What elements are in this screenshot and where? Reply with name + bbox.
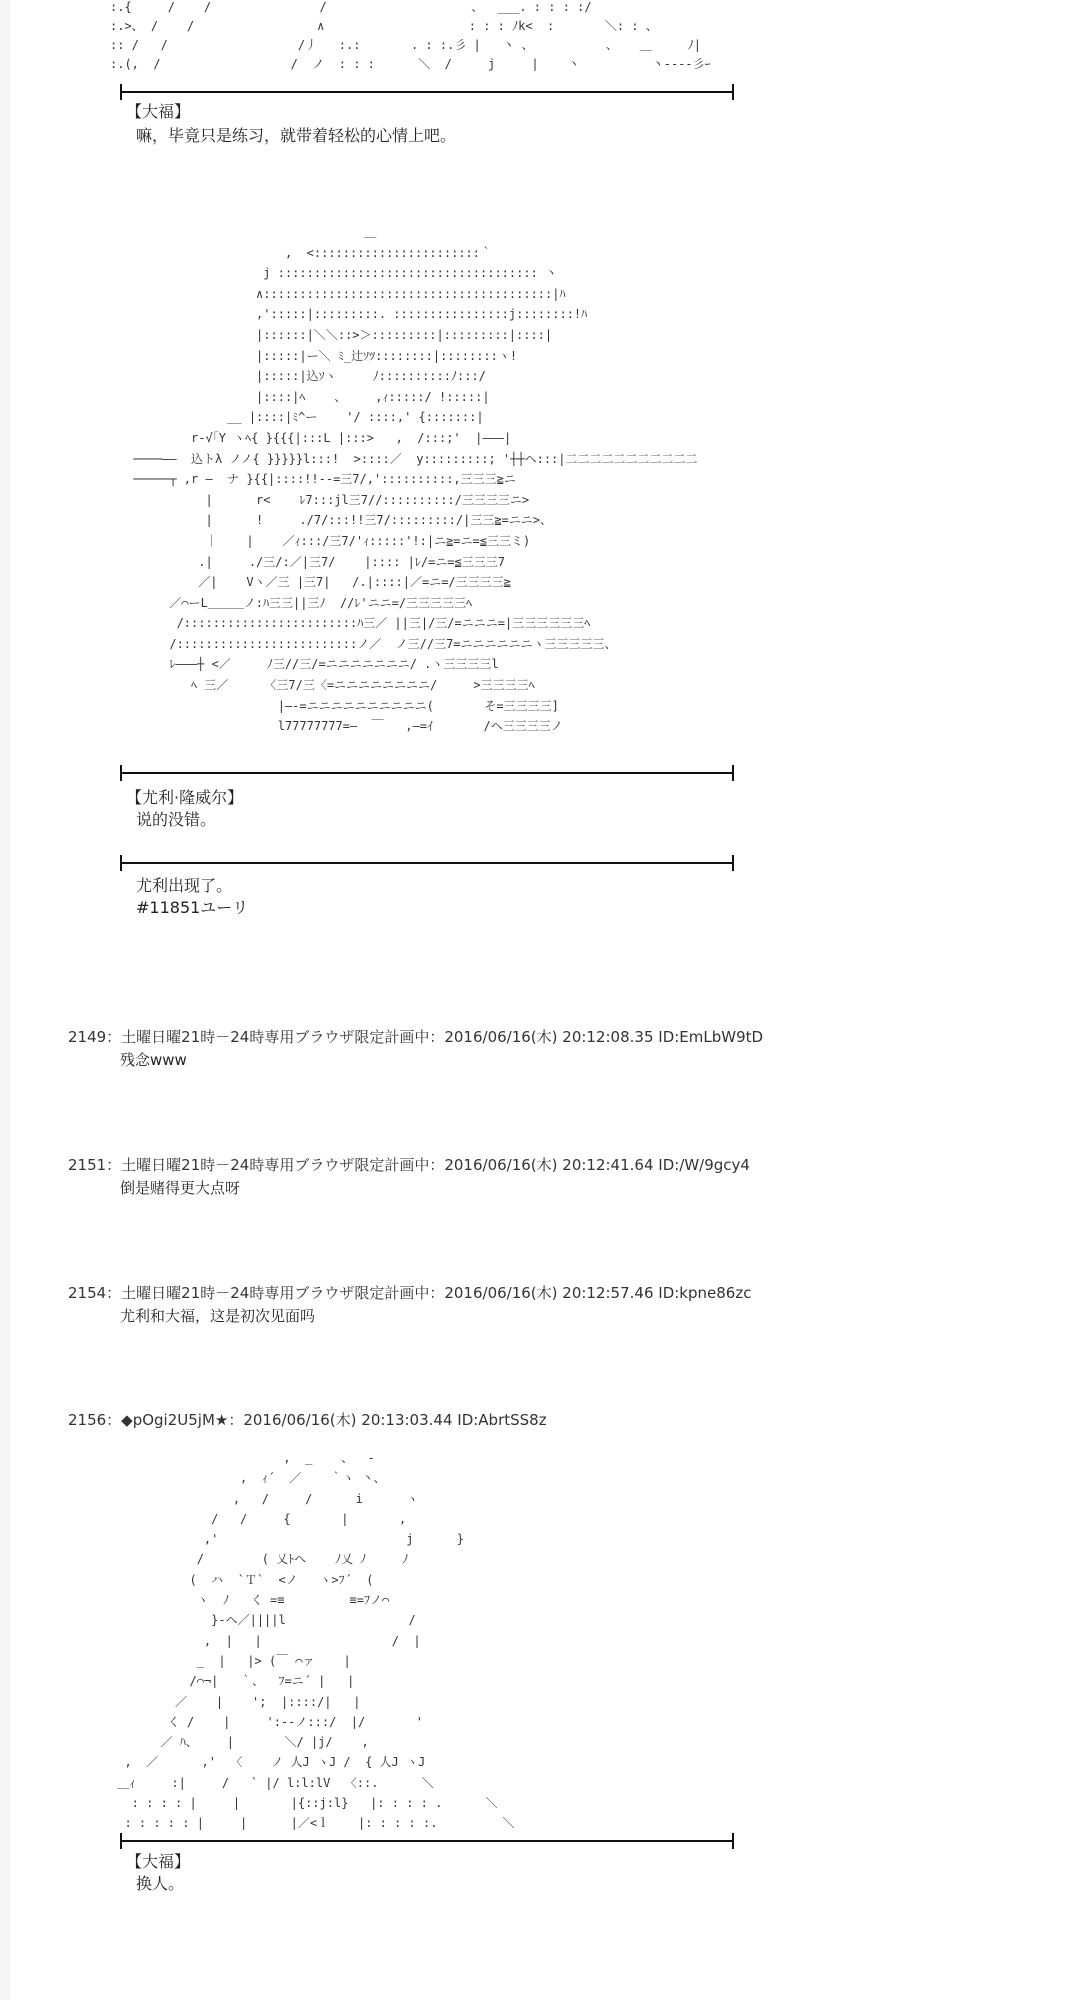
dialogue-text: 换人。 — [136, 1874, 185, 1893]
separator-tick-left — [120, 1833, 122, 1849]
speaker-name: 【大福】 — [126, 1852, 191, 1871]
page — [10, 0, 1075, 2000]
separator-tick-left — [120, 855, 122, 871]
ascii-art-dafuku: , _ 、 - , ｨ´ ／ ｀ヽ 丶、 , / / i ヽ / / { | , ,' j } / ( 乂ﾄヘ ﾉ乂 ﾉ ﾉ ( ハ `Ｔ` <ノ ヽ>ﾌ´ ( ヽ ﾉ く =≡ ≡=ﾌノ⌒ }-ヘ／||||l / , | | / | _ | |> (￣ ⌒ァ | /⌒¬| ｀、 ﾌ=ニ´ | | ／ | '; |::::/| | く / | ':--ノ:::/ |/ ' ／ ﾊ、 | ＼/ |j/ , , ／ ,' 〈 ノ 人J ヽJ / { 人J ヽJ ＿ｨ :| / ` |/ l:l:lV 〈::. ＼ : : : : | | |{::j:l} |: : : : . ＼ : : : : : | | |／<ｌ |: : : : :. ＼ — [117, 1451, 515, 1831]
separator-tick-left — [120, 84, 122, 100]
narration-text: 尤利出现了。 — [136, 876, 233, 895]
separator-line — [120, 862, 734, 864]
narration-text: #11851ユーリ — [136, 898, 249, 917]
separator-tick-left — [120, 765, 122, 781]
post-header: 2151：土曜日曜21時－24時専用ブラウザ限定計画中：2016/06/16(木) 20:12:41.64 ID:/W/9gcy4 — [68, 1156, 750, 1174]
post-header: 2156：◆pOgi2U5jM★：2016/06/16(木) 20:13:03.44 ID:AbrtSS8z — [68, 1411, 547, 1429]
dialogue-text: 说的没错。 — [136, 810, 217, 829]
separator-tick-right — [732, 1833, 734, 1849]
post-header: 2149：土曜日曜21時－24時専用ブラウザ限定計画中：2016/06/16(木) 20:12:08.35 ID:EmLbW9tD — [68, 1028, 764, 1046]
dialogue-text: 嘛，毕竟只是练习，就带着轻松的心情上吧。 — [136, 126, 457, 145]
separator-line — [120, 91, 734, 93]
post-body: 残念www — [120, 1051, 187, 1069]
separator-tick-right — [732, 765, 734, 781]
speaker-name: 【尤利·隆威尔】 — [126, 788, 244, 807]
separator-tick-right — [732, 855, 734, 871]
post-body: 倒是赌得更大点呀 — [120, 1179, 241, 1197]
post-body: 尤利和大福，这是初次见面吗 — [120, 1307, 316, 1325]
post-header: 2154：土曜日曜21時－24時専用ブラウザ限定計画中：2016/06/16(木) 20:12:57.46 ID:kpne86zc — [68, 1284, 752, 1302]
ascii-art-top-fragment: :.{ / / / 、 ___. : : : :/ :.>、 / / ∧ : : : ﾉk< : ＼: : 、 :: / / /丿 :.: . : :.彡 | 丶 、 、 ＿ ﾉ| :.(, / / ノ : : : ＼ / j | 丶 丶----彡ｰ — [110, 0, 711, 71]
separator-tick-right — [732, 84, 734, 100]
speaker-name: 【大福】 — [126, 102, 191, 121]
ascii-art-yuri: ＿ , <:::::::::::::::::::::::｀ j :::::::::::::::::::::::::::::::::::: 丶 ∧::::::::::::::::::::::::::::::::::::::::|ﾊ ,':::::|:::::::::. ::::::::::::::::j::::::::!ﾊ |::::::|＼＼::>＞:::::::::|:::::::::|::::| |:::::|ー＼ ﾐ_辻ｿﾂ::::::::|::::::::ヽ! |:::::|込ｿヽ ﾉ::::::::::ﾉ:::/ |::::|ﾍ 、 ,ｨ:::::/ !:::::| __ |::::|ﾐ^ー '/ ::::,' {:::::::| r-√｢Y ヽﾍ{ }{{{|:::L |:::> , /:::;' |―――| ────―― 込トλ ノノ{ }}}}}l:::! >::::／ y:::::::::; '┼┼ヘ:::|二二二二二二二二二二二 ─────┬ ,r ― ナ }{{|::::!!--=三7/,'::::::::::,三三三≧ニ | r< ﾚ7:::jl三7//::::::::::/三三三三ニ> | ! ./7/:::!!三7/:::::::::/|三三≧=ニニ>、 ｜ | ／ｨ:::/三7/'ｨ:::::'!:|ニ≧=ニ=≦三三ミ) .| ./三/:／|三7/ |:::: |ﾚ/=ニ=≦三三三7 ／| Vヽ／三 |三7| /.|::::|／=ニ=/三三三三≧ ／⌒ーL＿＿＿ノ:ﾊ三三||三ﾉ //ﾚ'ニニ=/三三三三三ﾍ /::::::::::::::::::::::::ﾊ三／ ||三|/三/=ニニニ=|三三三三三三ﾍ /:::::::::::::::::::::::::ノ／ ノ三//三7=ニニニニニニヽ三三三三三、 ﾚ―――┼ <／ ﾉ三//三/=ニニニニニニニ/ .ヽ三三三三l ﾍ 三／ 〈三7/三〈=ニニニニニニニニ/ >三三三三ﾍ |―-=ニニニニニニニニニニ( そ=三三三三] l77777777=― ￣ ,—=ｲ /ヘ三三三三ノ — [133, 225, 698, 734]
separator-line — [120, 772, 734, 774]
separator-line — [120, 1840, 734, 1842]
